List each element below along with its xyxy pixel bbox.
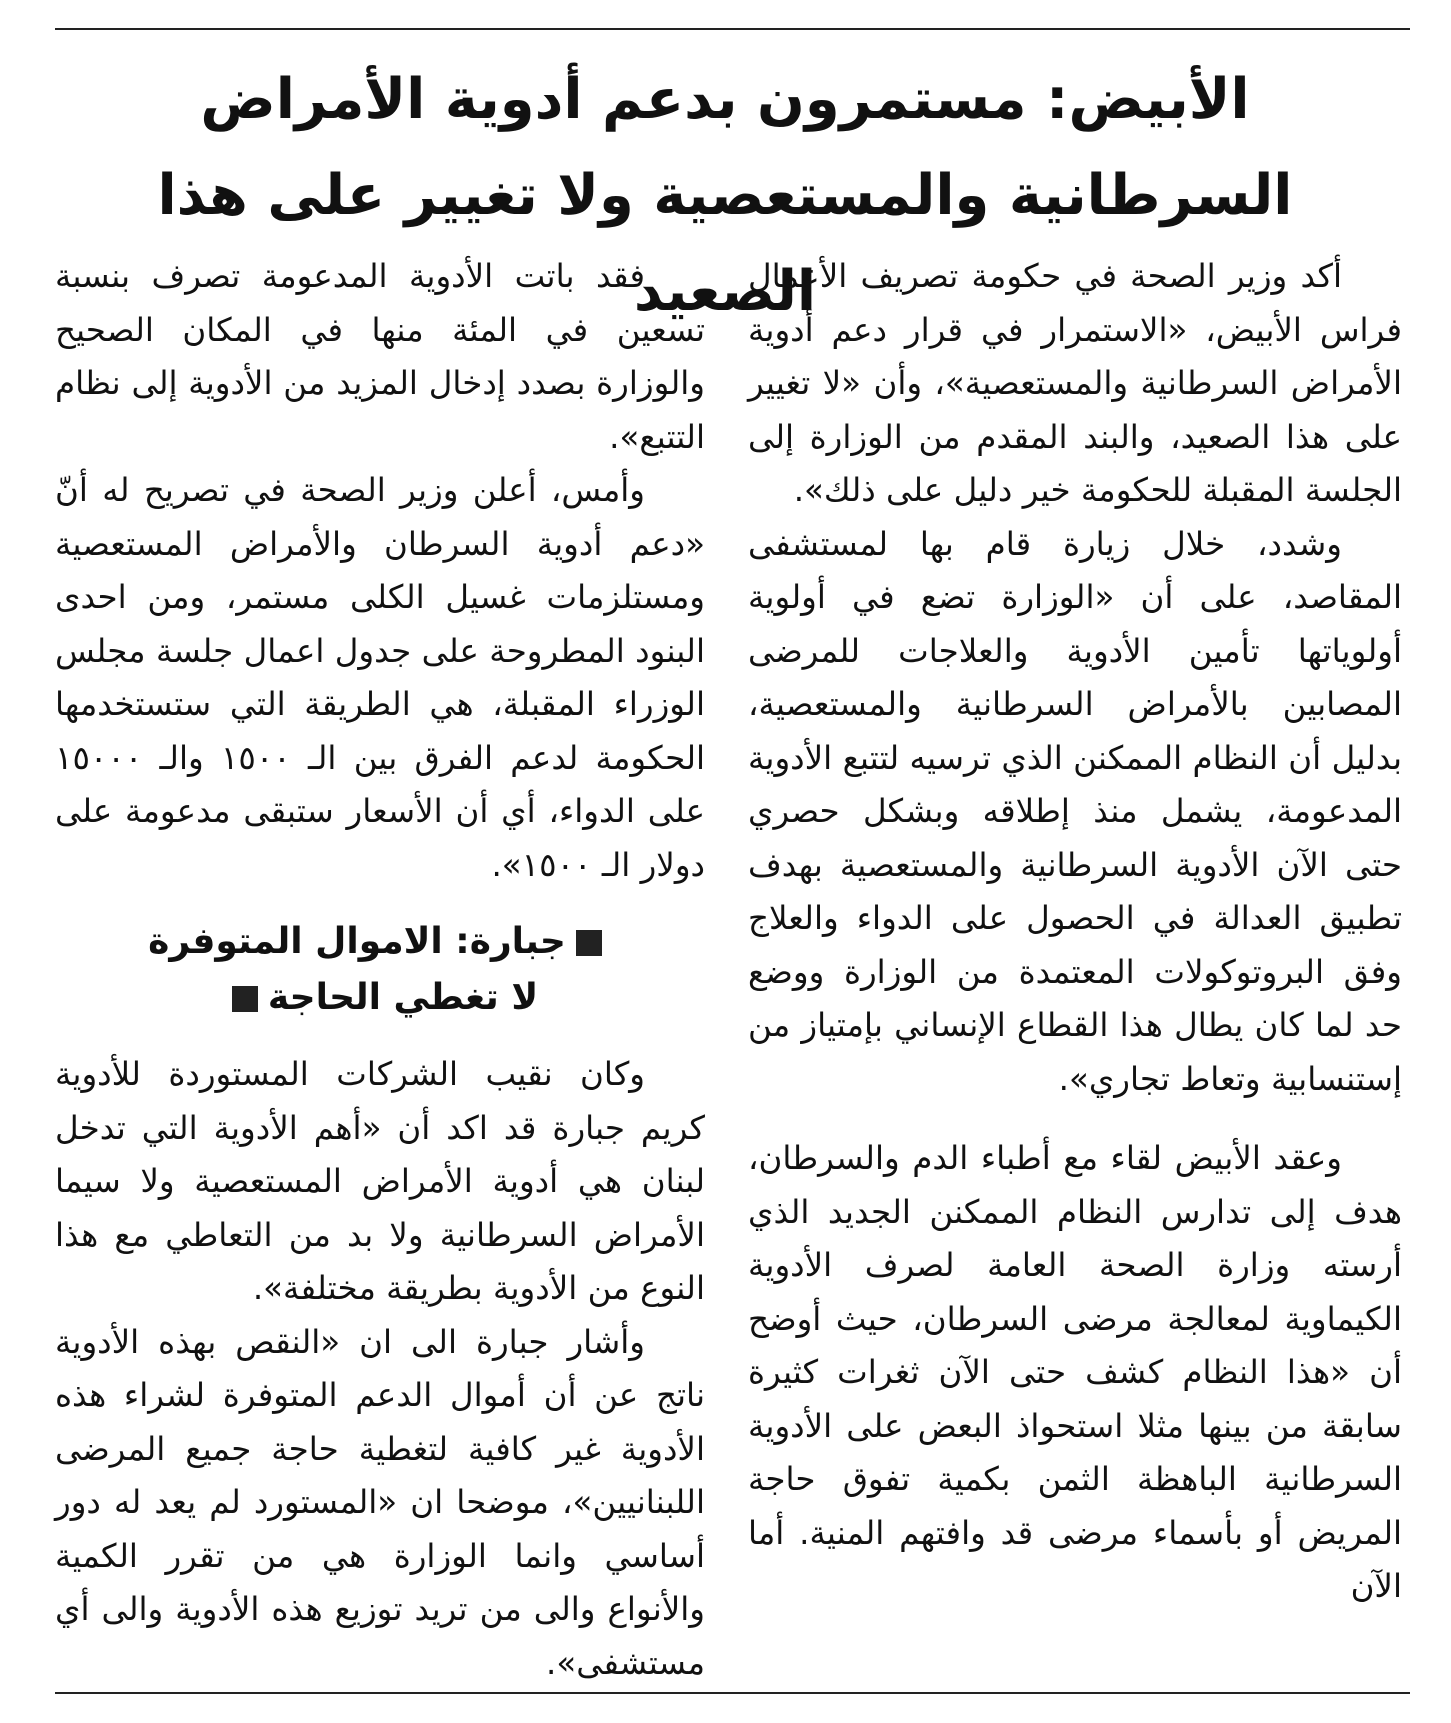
square-bullet-icon — [232, 986, 258, 1012]
paragraph: فقد باتت الأدوية المدعومة تصرف بنسبة تسعين في المئة منها في المكان الصحيح والوزارة بصدد إدخال المزيد من الأدوية إلى نظام التتبع». — [55, 257, 705, 456]
paragraph: أكد وزير الصحة في حكومة تصريف الأعمال فراس الأبيض، «الاستمرار في قرار دعم أدوية الأمراض السرطانية والمستعصية»، وأن «لا تغيير على هذا الصعيد، والبند المقدم من الوزارة إلى الجلسة المقبلة للحكومة خير دليل على ذلك». — [748, 257, 1402, 509]
paragraph: وشدد، خلال زيارة قام بها لمستشفى المقاصد، على أن «الوزارة تضع في أولوية أولوياتها تأمين الأدوية والعلاجات للمرضى المصابين بالأمراض السرطانية والمستعصية، بدليل أن النظام الممكنن الذي ترسيه لتتبع الأدوية المدعومة، يشمل منذ إطلاقه وبشكل حصري حتى الآن الأدوية السرطانية والمستعصية بهدف تطبيق العدالة في الحصول على الدواء والعلاج وفق البروتوكولات المعتمدة من الوزارة ووضع حد لما كان يطال هذا القطاع الإنساني بإمتياز من إستنسابية وتعاط تجاري». — [748, 524, 1402, 1098]
bottom-divider — [55, 1692, 1410, 1694]
article-headline: الأبيض: مستمرون بدعم أدوية الأمراض السرطانية والمستعصية ولا تغيير على هذا الصعيد — [157, 67, 1293, 324]
paragraph: وعقد الأبيض لقاء مع أطباء الدم والسرطان، هدف إلى تدارس النظام الممكنن الجديد الذي أرسته وزارة الصحة العامة لصرف الأدوية الكيماوية لمعالجة مرضى السرطان، حيث أوضح أن «هذا النظام كشف حتى الآن ثغرات كثيرة سابقة من بينها مثلا استحواذ البعض على الأدوية السرطانية الباهظة الثمن بكمية تفوق حاجة المريض أو بأسماء مرضى قد وافتهم المنية. أما الآن — [748, 1139, 1402, 1605]
subheading-text: لا تغطي الحاجة — [267, 977, 539, 1018]
paragraph: وكان نقيب الشركات المستوردة للأدوية كريم جبارة قد اكد أن «أهم الأدوية التي تدخل لبنان هي أدوية الأمراض المستعصية ولا سيما الأمراض السرطانية ولا بد من التعاطي مع هذا النوع من الأدوية بطريقة مختلفة». — [55, 1055, 705, 1307]
right-column — [748, 250, 1402, 1614]
subheading-line — [55, 970, 705, 1026]
top-divider — [55, 28, 1410, 30]
section-subheading — [55, 914, 705, 1026]
square-bullet-icon — [576, 930, 602, 956]
paragraph: وأمس، أعلن وزير الصحة في تصريح له أنّ «دعم أدوية السرطان والأمراض المستعصية ومستلزمات غسيل الكلى مستمر، ومن احدى البنود المطروحة على جدول اعمال جلسة مجلس الوزراء المقبلة، هي الطريقة التي ستستخدمها الحكومة لدعم الفرق بين الـ ١٥٠٠ والـ ١٥٠٠٠ على الدواء، أي أن الأسعار ستبقى مدعومة على دولار الـ ١٥٠٠». — [55, 471, 705, 884]
left-column — [55, 250, 705, 1690]
subheading-text: جبارة: الاموال المتوفرة — [148, 921, 566, 962]
subheading-line — [55, 914, 705, 970]
paragraph: وأشار جبارة الى ان «النقص بهذه الأدوية ناتج عن أن أموال الدعم المتوفرة لشراء هذه الأدوية غير كافية لتغطية حاجة جميع المرضى اللبنانيين»، موضحا ان «المستورد لم يعد له دور أساسي وانما الوزارة هي من تقرر الكمية والأنواع والى من تريد توزيع هذه الأدوية والى أي مستشفى». — [55, 1322, 705, 1682]
